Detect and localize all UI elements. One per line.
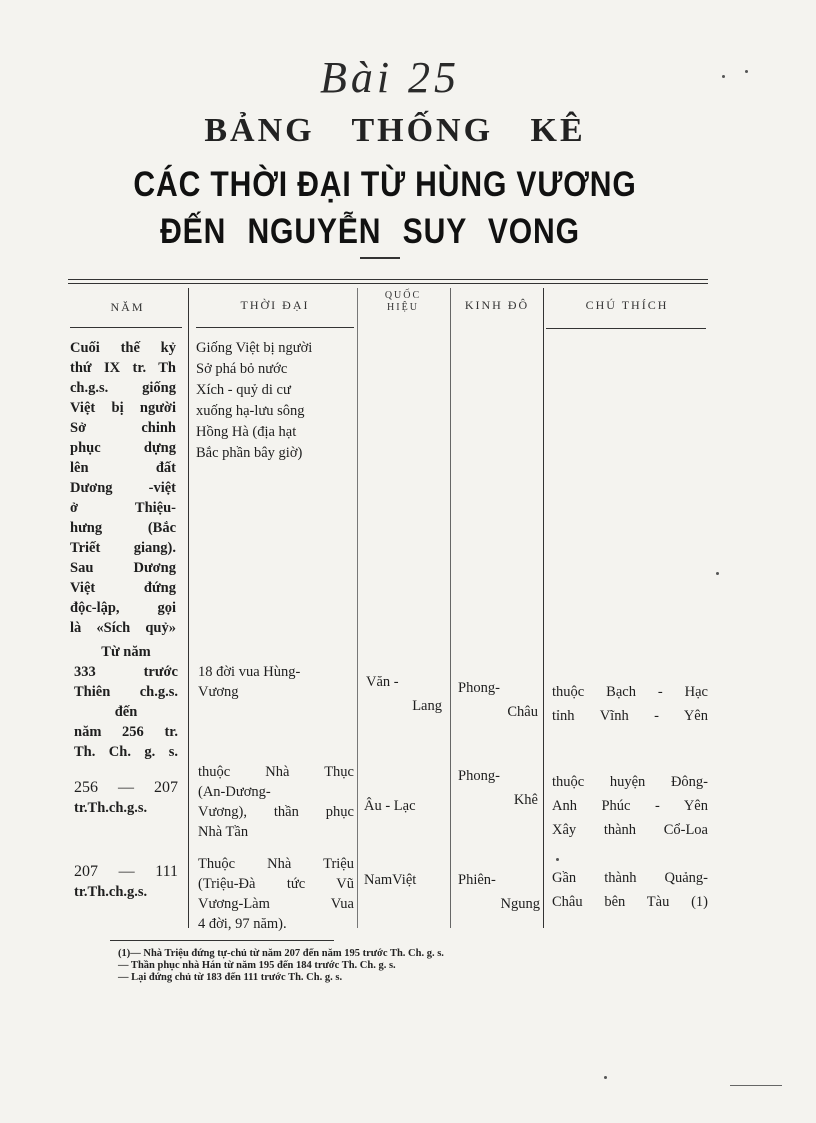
title-line-1: BẢNG THỐNG KÊ <box>204 112 586 149</box>
row2-thoi-dai: 18 đời vua Hùng- Vương <box>198 664 301 700</box>
scan-mark <box>730 1085 782 1086</box>
scan-speck <box>556 858 559 861</box>
table-top-rule <box>68 279 708 280</box>
title-underline <box>360 257 400 259</box>
footnote-1: (1)— Nhà Triệu đứng tự-chủ từ năm 207 đến năm 195 trước Th. Ch. g. s. <box>118 948 444 959</box>
col-header-nam: NĂM <box>110 300 145 314</box>
title-line-2: CÁC THỜI ĐẠI TỪ HÙNG VƯƠNG <box>133 165 637 204</box>
column-divider-2 <box>357 288 358 928</box>
row4-quoc-hieu: NamViệt <box>364 872 417 888</box>
row4-nam: 207 — 111 tr.Th.ch.g.s. <box>74 863 178 900</box>
row4-thoi-dai: Thuộc Nhà Triệu (Triệu-Đà tức Vũ Vương-Làm Vua 4 đời, 97 năm). <box>198 856 354 932</box>
header-rule-5 <box>546 328 706 329</box>
row4-chu-thich: Gần thành Quảng- Châu bên Tàu (1) <box>552 870 708 910</box>
column-divider-4 <box>543 288 544 928</box>
col-header-chu-thich: CHÚ THÍCH <box>585 298 669 312</box>
row3-chu-thich: thuộc huyện Đông- Anh Phúc - Yên Xây thành Cổ-Loa <box>552 774 708 838</box>
scan-speck <box>745 70 748 73</box>
title-line-3: ĐẾN NGUYỄN SUY VONG <box>160 212 580 251</box>
row1-nam: Cuối thế kỷ thứ IX tr. Th ch.g.s. giống Việt bị người Sở chinh phục dựng lên đất Dương -việt ở Thiệu- hưng (Bắc Triết giang). Sau Dương Việt đứng độc-lập, gọi là «Sích quỷ» <box>70 340 176 636</box>
row4-kinh-do: Phiên- Ngung <box>458 872 540 912</box>
footnote-3: — Lại đứng chủ từ 183 đến 111 trước Th. Ch. g. s. <box>118 972 343 983</box>
row3-quoc-hieu: Âu - Lạc <box>364 798 416 814</box>
row2-quoc-hieu: Văn - Lang <box>366 674 442 714</box>
lesson-number: Bài 25 <box>319 53 461 102</box>
scan-speck <box>722 75 725 78</box>
row2-chu-thich: thuộc Bạch - Hạc tỉnh Vĩnh - Yên <box>552 684 708 724</box>
table-top-rule-2 <box>68 283 708 284</box>
col-header-thoi-dai: THỜI ĐẠI <box>240 298 310 312</box>
scan-speck <box>716 572 719 575</box>
scan-speck <box>604 1076 607 1079</box>
row3-kinh-do: Phong- Khê <box>458 768 538 808</box>
row3-nam: 256 — 207 tr.Th.ch.g.s. <box>74 779 178 816</box>
header-rule-2 <box>196 327 354 328</box>
header-rule-1 <box>70 327 182 328</box>
col-header-kinh-do: KINH ĐÔ <box>464 298 530 312</box>
row2-kinh-do: Phong- Châu <box>458 680 538 720</box>
row2-nam: Từ năm 333 trước Thiên ch.g.s. đến năm 256 tr. Th. Ch. g. s. <box>74 644 178 760</box>
footnote-rule <box>110 940 334 941</box>
row3-thoi-dai: thuộc Nhà Thục (An-Dương- Vương), thần phục Nhà Tần <box>198 764 354 840</box>
footnote-2: — Thần phục nhà Hán từ năm 195 đến 184 trước Th. Ch. g. s. <box>118 960 396 971</box>
col-header-quoc-hieu: QUỐC HIỆU <box>384 290 422 313</box>
column-divider-1 <box>188 288 189 928</box>
column-divider-3 <box>450 288 451 928</box>
row1-thoi-dai: Giống Việt bị người Sở phá bỏ nước Xích - quỷ di cư xuống hạ-lưu sông Hồng Hà (địa hạt Bắc phần bây giờ) <box>196 340 313 461</box>
